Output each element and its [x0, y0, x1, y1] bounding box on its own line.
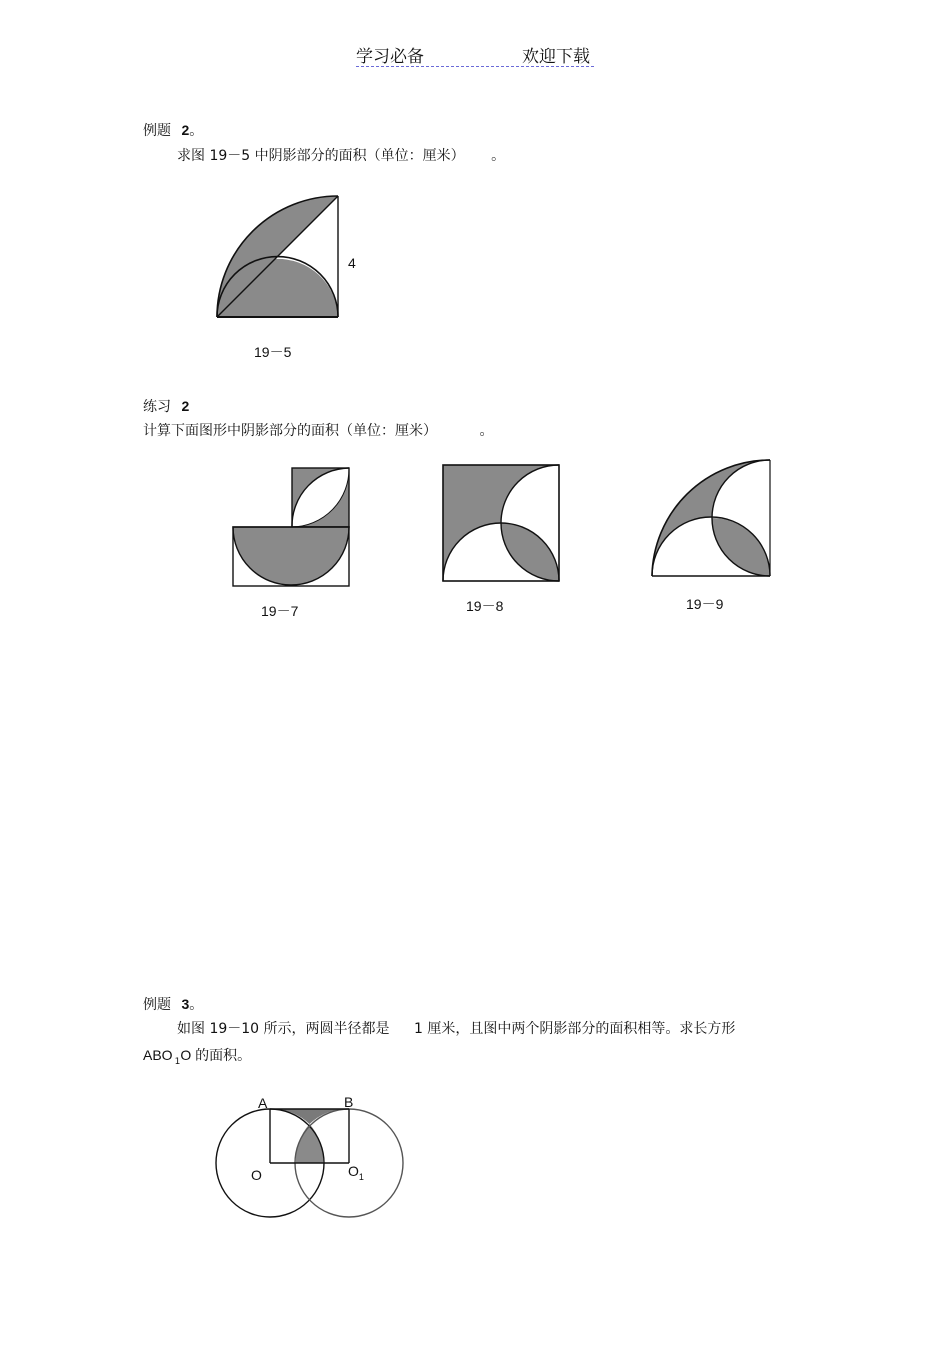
practice2-number: 2 — [181, 398, 190, 414]
fig7-caption: 19－7 — [261, 603, 299, 619]
practice2-heading — [143, 396, 189, 416]
fig10-point-a: A — [258, 1095, 268, 1111]
example3-line1-a: 如图 19－10 所示，两圆半径都是 — [177, 1021, 390, 1037]
fig10-point-o1-sub: 1 — [358, 1171, 364, 1182]
fig8-caption: 19－8 — [466, 598, 504, 614]
example2-stop: 。 — [189, 123, 204, 139]
example2-label: 例题 — [143, 123, 171, 139]
practice2-label: 练习 — [143, 399, 171, 415]
example2-number: 2 — [181, 122, 190, 138]
example3-stop: 。 — [189, 997, 204, 1013]
figure-19-7 — [230, 465, 355, 590]
fig9-caption: 19－9 — [686, 596, 724, 612]
example3-line1 — [177, 1018, 735, 1038]
fig10-point-o1-letter: O — [348, 1163, 359, 1179]
practice2-question — [143, 420, 493, 440]
fig10-point-o: O — [251, 1167, 262, 1183]
practice2-text: 计算下面图形中阴影部分的面积（单位：厘米） — [143, 423, 437, 439]
fig10-point-b: B — [344, 1094, 354, 1110]
example3-label: 例题 — [143, 997, 171, 1013]
fig10-lens-shade — [296, 1124, 323, 1163]
example3-line1-b: 1 厘米，且图中两个阴影部分的面积相等。求长方形 — [413, 1021, 736, 1037]
practice2-end: 。 — [479, 423, 494, 439]
example3-number: 3 — [181, 996, 190, 1012]
figure-19-10 — [210, 1100, 410, 1225]
page-header — [356, 42, 594, 67]
header-right: 欢迎下载 — [522, 47, 590, 67]
example3-line2-rest: O 的面积。 — [180, 1047, 252, 1063]
example2-heading — [143, 120, 203, 140]
fig10-point-o1 — [348, 1163, 364, 1182]
figure-19-5 — [210, 188, 370, 328]
example2-text: 求图 19－5 中阴影部分的面积（单位：厘米） — [177, 148, 465, 164]
fig10-top-shade — [270, 1109, 349, 1124]
fig5-dimension: 4 — [348, 255, 356, 271]
fig5-caption: 19－5 — [254, 344, 292, 360]
example3-line2-sub: 1 — [174, 1056, 181, 1067]
figure-19-9 — [648, 457, 778, 582]
example2-end: 。 — [491, 148, 506, 164]
example2-question — [177, 145, 505, 165]
fig7-semicircle — [233, 527, 349, 585]
header-left: 学习必备 — [356, 47, 424, 67]
example3-line2-abo: ABO — [143, 1047, 173, 1063]
example3-line2 — [143, 1045, 251, 1067]
example3-heading — [143, 994, 203, 1014]
figure-19-8 — [440, 462, 565, 587]
